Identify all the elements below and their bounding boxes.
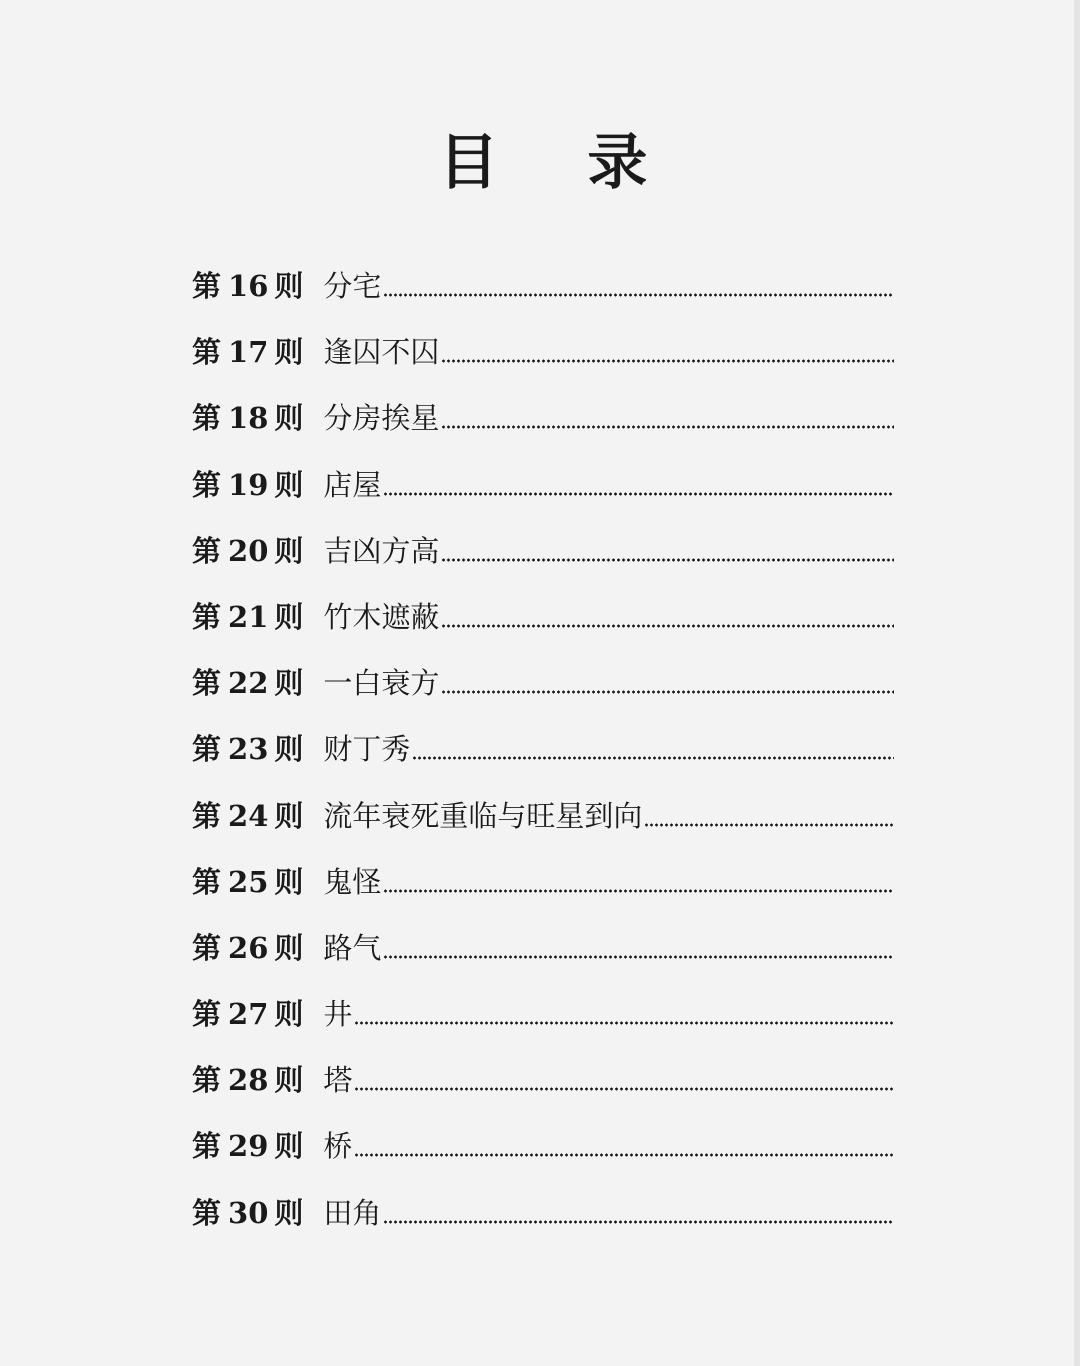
entry-title: 竹木遮蔽: [323, 599, 440, 634]
entry-title: 田角: [323, 1195, 382, 1230]
entry-number: 24: [228, 798, 269, 833]
entry-prefix: 第: [192, 997, 223, 1032]
dot-leader: [383, 954, 894, 960]
entry-prefix: 第: [192, 732, 223, 767]
entry-title: 鬼怪: [323, 864, 382, 899]
entry-title: 店屋: [323, 467, 382, 502]
entry-number: 20: [228, 533, 269, 568]
toc-entry: [192, 256, 894, 306]
entry-title: 井: [323, 997, 353, 1032]
entry-title: 吉凶方高: [323, 533, 440, 568]
entry-number: 16: [228, 269, 269, 303]
toc-entry: [192, 852, 894, 902]
entry-number: 28: [228, 1063, 269, 1098]
entry-title: 一白衰方: [323, 666, 440, 701]
entry-prefix: 第: [192, 467, 223, 502]
entry-prefix: 第: [192, 533, 223, 568]
entry-title: 分房挨星: [323, 401, 440, 436]
dot-leader: [644, 822, 894, 828]
dot-leader: [441, 689, 894, 695]
entry-title: 财丁秀: [323, 732, 411, 767]
dot-leader: [383, 888, 894, 894]
entry-suffix: 则: [274, 467, 304, 502]
entry-suffix: 则: [274, 1129, 304, 1164]
entry-number: 22: [228, 666, 269, 701]
entry-suffix: 则: [274, 599, 304, 634]
entry-number: 21: [228, 599, 269, 634]
entry-number: 29: [228, 1129, 269, 1164]
entry-title: 分宅: [323, 269, 382, 303]
toc-entry: [192, 719, 894, 769]
entry-number: 23: [228, 732, 269, 767]
entry-number: 18: [228, 401, 269, 436]
dot-leader: [354, 1152, 894, 1158]
page-title: 目 录: [438, 128, 682, 198]
entry-title: 流年衰死重临与旺星到向: [323, 798, 643, 833]
entry-prefix: 第: [192, 1195, 223, 1230]
dot-leader: [441, 424, 894, 430]
entry-number: 27: [228, 997, 269, 1032]
table-of-contents: [192, 256, 894, 1249]
toc-entry: [192, 322, 894, 372]
entry-suffix: 则: [274, 401, 304, 436]
toc-entry: [192, 1050, 894, 1100]
entry-title: 路气: [323, 930, 382, 965]
entry-prefix: 第: [192, 269, 223, 303]
entry-suffix: 则: [274, 798, 304, 833]
entry-number: 19: [228, 467, 269, 502]
entry-suffix: 则: [274, 533, 304, 568]
entry-number: 25: [228, 864, 269, 899]
toc-entry: [192, 587, 894, 637]
entry-prefix: 第: [192, 798, 223, 833]
toc-entry: [192, 918, 894, 968]
entry-number: 30: [228, 1195, 269, 1230]
dot-leader: [383, 491, 894, 497]
entry-suffix: 则: [274, 997, 304, 1032]
entry-suffix: 则: [274, 666, 304, 701]
entry-title: 塔: [323, 1063, 353, 1098]
entry-prefix: 第: [192, 930, 223, 965]
entry-title: 逢囚不囚: [323, 335, 440, 370]
entry-prefix: 第: [192, 864, 223, 899]
entry-title: 桥: [323, 1129, 353, 1164]
toc-entry: [192, 388, 894, 438]
entry-prefix: 第: [192, 599, 223, 634]
toc-entry: [192, 1116, 894, 1166]
toc-entry: [192, 984, 894, 1034]
entry-prefix: 第: [192, 666, 223, 701]
entry-number: 17: [228, 335, 269, 370]
dot-leader: [383, 292, 894, 298]
entry-suffix: 则: [274, 864, 304, 899]
dot-leader: [412, 755, 894, 761]
toc-entry: [192, 653, 894, 703]
entry-number: 26: [228, 930, 269, 965]
entry-prefix: 第: [192, 401, 223, 436]
toc-entry: [192, 455, 894, 505]
entry-suffix: 则: [274, 930, 304, 965]
dot-leader: [354, 1020, 894, 1026]
dot-leader: [441, 623, 894, 629]
dot-leader: [383, 1219, 894, 1225]
toc-entry: [192, 786, 894, 836]
toc-entry: [192, 1183, 894, 1233]
entry-suffix: 则: [274, 269, 304, 303]
entry-suffix: 则: [274, 732, 304, 767]
dot-leader: [354, 1086, 894, 1092]
entry-prefix: 第: [192, 1063, 223, 1098]
entry-suffix: 则: [274, 1195, 304, 1230]
entry-suffix: 则: [274, 1063, 304, 1098]
dot-leader: [441, 557, 894, 563]
entry-suffix: 则: [274, 335, 304, 370]
toc-entry: [192, 521, 894, 571]
entry-prefix: 第: [192, 335, 223, 370]
page-edge: [1074, 0, 1080, 1366]
dot-leader: [441, 358, 894, 364]
entry-prefix: 第: [192, 1129, 223, 1164]
